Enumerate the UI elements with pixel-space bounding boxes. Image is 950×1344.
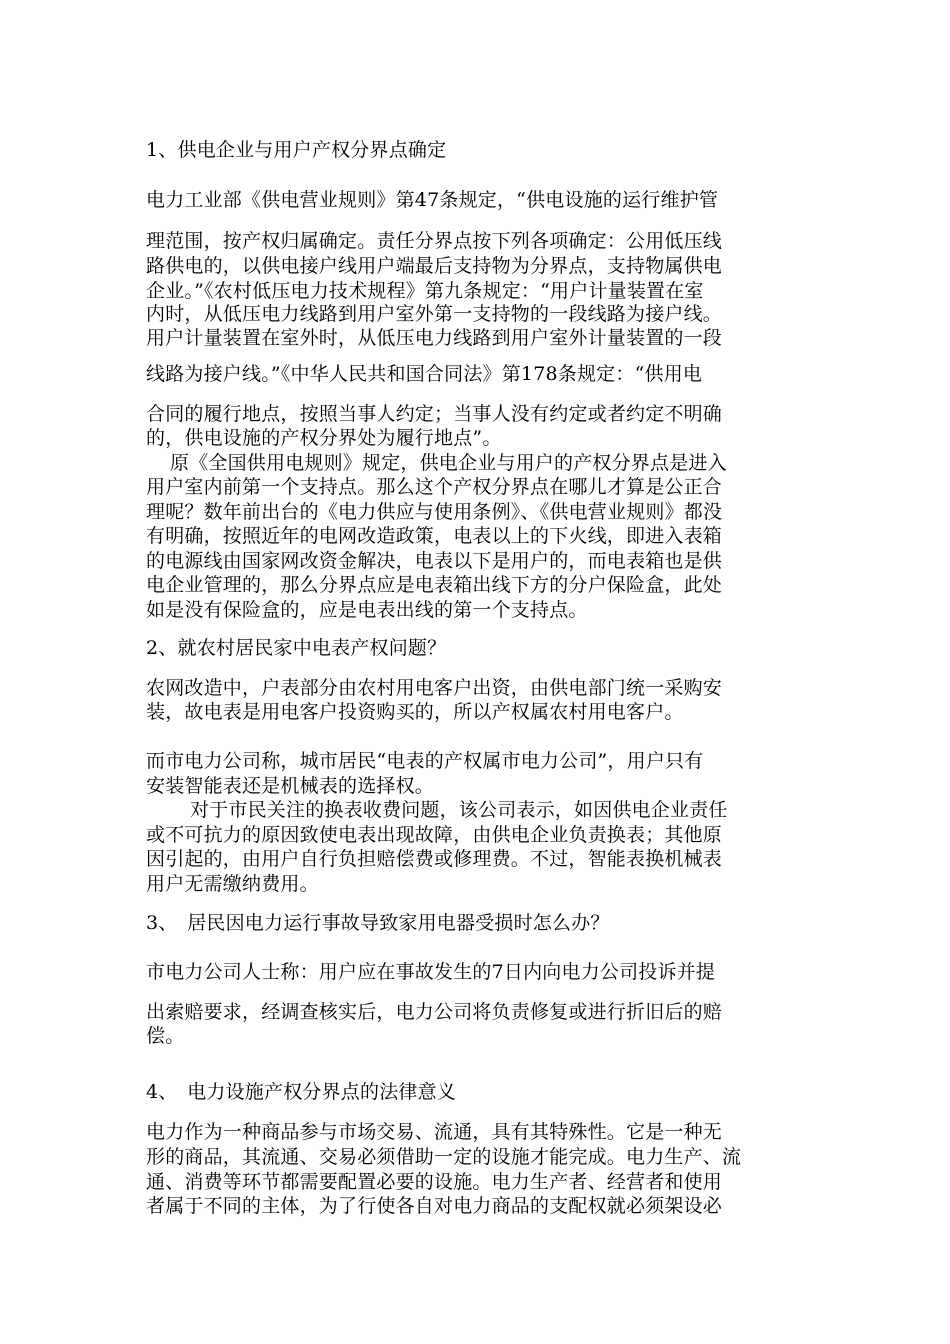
paragraph-line: 偿。 (146, 1025, 185, 1047)
paragraph-line: 出索赔要求，经调查核实后，电力公司将负责修复或进行折旧后的赔 (146, 1001, 723, 1023)
paragraph-line: 用户无需缴纳费用。 (146, 873, 319, 895)
paragraph-line: 装，故电表是用电客户投资购买的，所以产权属农村用电客户。 (146, 701, 684, 723)
paragraph-line: 用户室内前第一个支持点。那么这个产权分界点在哪儿才算是公正合 (146, 476, 723, 498)
paragraph-line: 因引起的，由用户自行负担赔偿费或修理费。不过，智能表换机械表 (146, 848, 723, 870)
paragraph-line: 电力工业部《供电营业规则》第47条规定，“供电设施的运行维护管 (146, 189, 719, 211)
paragraph-line: 理呢？数年前出台的《电力供应与使用条例》、《供电营业规则》都没 (146, 501, 723, 523)
paragraph-line: 的电源线由国家网改资金解决，电表以下是用户的，而电表箱也是供 (146, 550, 723, 572)
paragraph-line: 形的商品，其流通、交易必须借助一定的设施才能完成。电力生产、流 (146, 1146, 742, 1168)
paragraph-line: 市电力公司人士称：用户应在事故发生的7日内向电力公司投诉并提 (146, 961, 716, 983)
paragraph-line: 电企业管理的，那么分界点应是电表箱出线下方的分户保险盒，此处 (146, 574, 723, 596)
section-1-heading: 1、供电企业与用户产权分界点确定 (146, 139, 447, 161)
paragraph-line: 通、消费等环节都需要配置必要的设施。电力生产者、经营者和使用 (146, 1171, 723, 1193)
section-2-heading: 2、就农村居民家中电表产权问题？ (146, 637, 447, 659)
section-3-heading: 3、 居民因电力运行事故导致家用电器受损时怎么办？ (146, 912, 610, 934)
paragraph-line: 如是没有保险盒的，应是电表出线的第一个支持点。 (146, 599, 588, 621)
paragraph-line: 对于市民关注的换表收费问题，该公司表示，如因供电企业责任 (190, 799, 728, 821)
paragraph-line: 农网改造中，户表部分由农村用电客户出资，由供电部门统一采购安 (146, 677, 723, 699)
paragraph-line: 有明确，按照近年的电网改造政策，电表以上的下火线，即进入表箱 (146, 525, 723, 547)
paragraph-line: 电力作为一种商品参与市场交易、流通，具有其特殊性。它是一种无 (146, 1121, 723, 1143)
paragraph-line: 者属于不同的主体，为了行使各自对电力商品的支配权就必须架设必 (146, 1195, 723, 1217)
section-4-heading: 4、 电力设施产权分界点的法律意义 (146, 1081, 456, 1103)
paragraph-line: 或不可抗力的原因致使电表出现故障，由供电企业负责换表；其他原 (146, 824, 723, 846)
paragraph-line: 安装智能表还是机械表的选择权。 (146, 775, 435, 797)
paragraph-line: 路供电的，以供电接户线用户端最后支持物为分界点，支持物属供电 (146, 255, 723, 277)
paragraph-line: 企业。”《农村低压电力技术规程》第九条规定：“用户计量装置在室 (146, 280, 704, 302)
paragraph-line: 而市电力公司称，城市居民“电表的产权属市电力公司”，用户只有 (146, 750, 704, 772)
paragraph-line: 合同的履行地点，按照当事人约定；当事人没有约定或者约定不明确 (146, 403, 723, 425)
paragraph-line: 原《全国供用电规则》规定，供电企业与用户的产权分界点是进入 (170, 452, 727, 474)
paragraph-line: 理范围，按产权归属确定。责任分界点按下列各项确定：公用低压线 (146, 230, 723, 252)
paragraph-line: 线路为接户线。”《中华人民共和国合同法》第178条规定：“供用电 (146, 363, 703, 385)
paragraph-line: 的，供电设施的产权分界处为履行地点”。 (146, 427, 502, 449)
paragraph-line: 用户计量装置在室外时，从低压电力线路到用户室外计量装置的一段 (146, 327, 723, 349)
paragraph-line: 内时，从低压电力线路到用户室外第一支持物的一段线路为接户线。 (146, 303, 723, 325)
